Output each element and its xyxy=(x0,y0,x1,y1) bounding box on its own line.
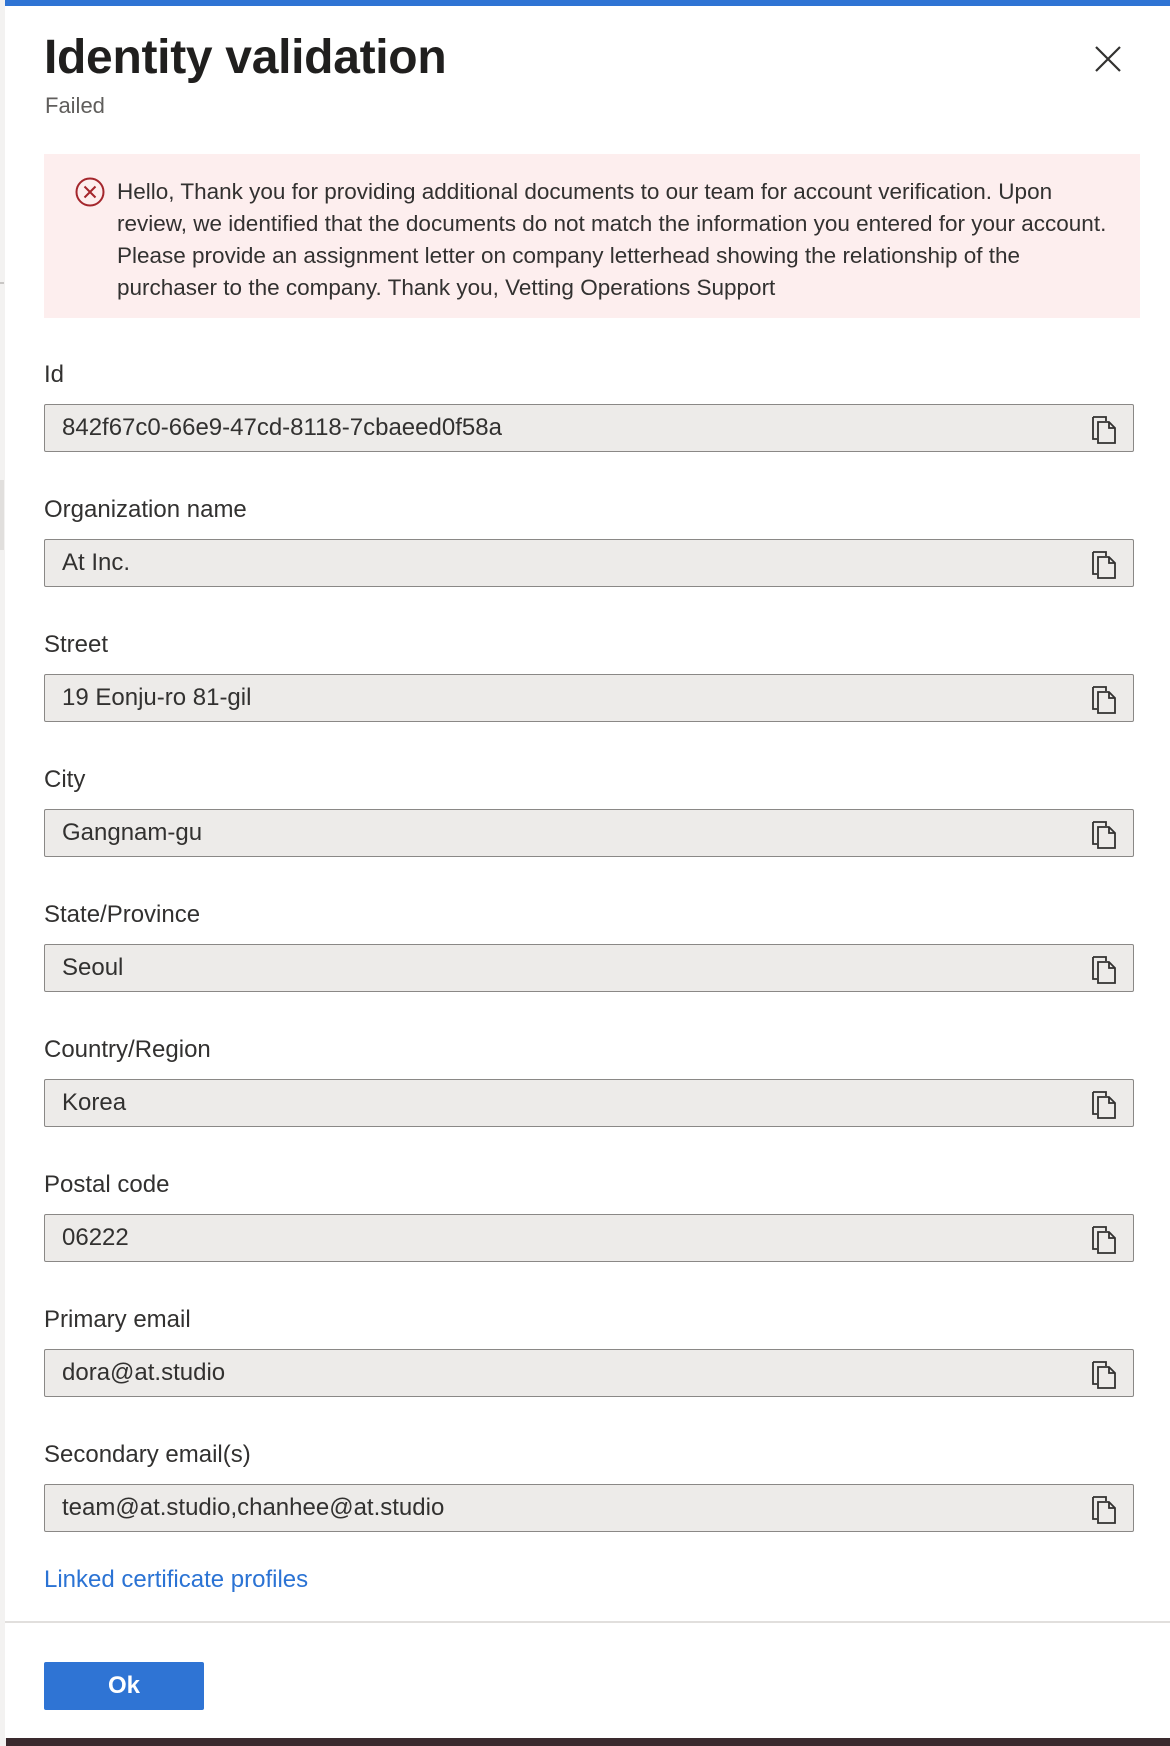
field-label: Primary email xyxy=(44,1306,191,1333)
copy-icon xyxy=(1089,548,1119,580)
copy-icon xyxy=(1089,953,1119,985)
field-value: Seoul xyxy=(62,954,124,981)
field-value: 19 Eonju-ro 81-gil xyxy=(62,684,252,711)
field-label: Postal code xyxy=(44,1171,170,1198)
close-button[interactable] xyxy=(1085,36,1131,82)
city-field[interactable] xyxy=(44,809,1134,857)
ok-button[interactable]: Ok xyxy=(44,1662,204,1710)
field-id xyxy=(44,360,1134,441)
copy-button[interactable] xyxy=(1087,952,1121,986)
copy-button[interactable] xyxy=(1087,547,1121,581)
footer-divider xyxy=(5,1621,1170,1623)
secondary-emails-field[interactable] xyxy=(44,1484,1134,1532)
identity-validation-panel xyxy=(5,0,1170,1738)
field-value: dora@at.studio xyxy=(62,1359,226,1386)
country-region-field[interactable] xyxy=(44,1079,1134,1127)
field-organization-name xyxy=(44,495,1134,576)
copy-icon xyxy=(1089,818,1119,850)
copy-icon xyxy=(1089,1223,1119,1255)
field-state-province xyxy=(44,900,1134,981)
field-secondary-emails xyxy=(44,1440,1134,1521)
copy-button[interactable] xyxy=(1087,1222,1121,1256)
field-label: Street xyxy=(44,631,109,658)
field-label: Country/Region xyxy=(44,1036,211,1063)
field-value: Gangnam-gu xyxy=(62,819,203,846)
copy-button[interactable] xyxy=(1087,1357,1121,1391)
error-message-bar xyxy=(44,154,1140,318)
field-value: 842f67c0-66e9-47cd-8118-7cbaeed0f58a xyxy=(62,414,502,441)
validation-status: Failed xyxy=(45,93,105,118)
panel-title: Identity validation xyxy=(44,31,447,84)
field-postal-code xyxy=(44,1170,1134,1251)
error-circle-icon xyxy=(74,176,106,208)
linked-certificate-profiles-link[interactable]: Linked certificate profiles xyxy=(44,1566,309,1593)
organization-name-field[interactable] xyxy=(44,539,1134,587)
error-message-text: Hello, Thank you for providing additional documents to our team for account verification. Upon review, we identified that the documents do not match the information you entered for your account. Please provide an assignment letter on company letterhead showing the relationship of the purchaser to the company. Thank you, Vetting Operations Support xyxy=(117,179,1107,300)
copy-button[interactable] xyxy=(1087,817,1121,851)
field-value: team@at.studio,chanhee@at.studio xyxy=(62,1494,445,1521)
copy-button[interactable] xyxy=(1087,412,1121,446)
field-country-region xyxy=(44,1035,1134,1116)
copy-icon xyxy=(1089,413,1119,445)
field-primary-email xyxy=(44,1305,1134,1386)
field-value: At Inc. xyxy=(62,549,131,576)
copy-button[interactable] xyxy=(1087,682,1121,716)
field-city xyxy=(44,765,1134,846)
field-value: 06222 xyxy=(62,1224,129,1251)
background-divider xyxy=(0,282,4,284)
field-label: Id xyxy=(44,361,65,388)
copy-icon xyxy=(1089,683,1119,715)
field-street xyxy=(44,630,1134,711)
field-label: State/Province xyxy=(44,901,201,928)
background-item xyxy=(0,480,4,550)
primary-email-field[interactable] xyxy=(44,1349,1134,1397)
state-province-field[interactable] xyxy=(44,944,1134,992)
copy-button[interactable] xyxy=(1087,1087,1121,1121)
street-field[interactable] xyxy=(44,674,1134,722)
field-label: Organization name xyxy=(44,496,247,523)
postal-code-field[interactable] xyxy=(44,1214,1134,1262)
close-icon xyxy=(1094,45,1122,73)
field-label: Secondary email(s) xyxy=(44,1441,251,1468)
field-label: City xyxy=(44,766,86,793)
id-field[interactable] xyxy=(44,404,1134,452)
copy-icon xyxy=(1089,1358,1119,1390)
copy-icon xyxy=(1089,1088,1119,1120)
field-value: Korea xyxy=(62,1089,127,1116)
copy-button[interactable] xyxy=(1087,1492,1121,1526)
copy-icon xyxy=(1089,1493,1119,1525)
